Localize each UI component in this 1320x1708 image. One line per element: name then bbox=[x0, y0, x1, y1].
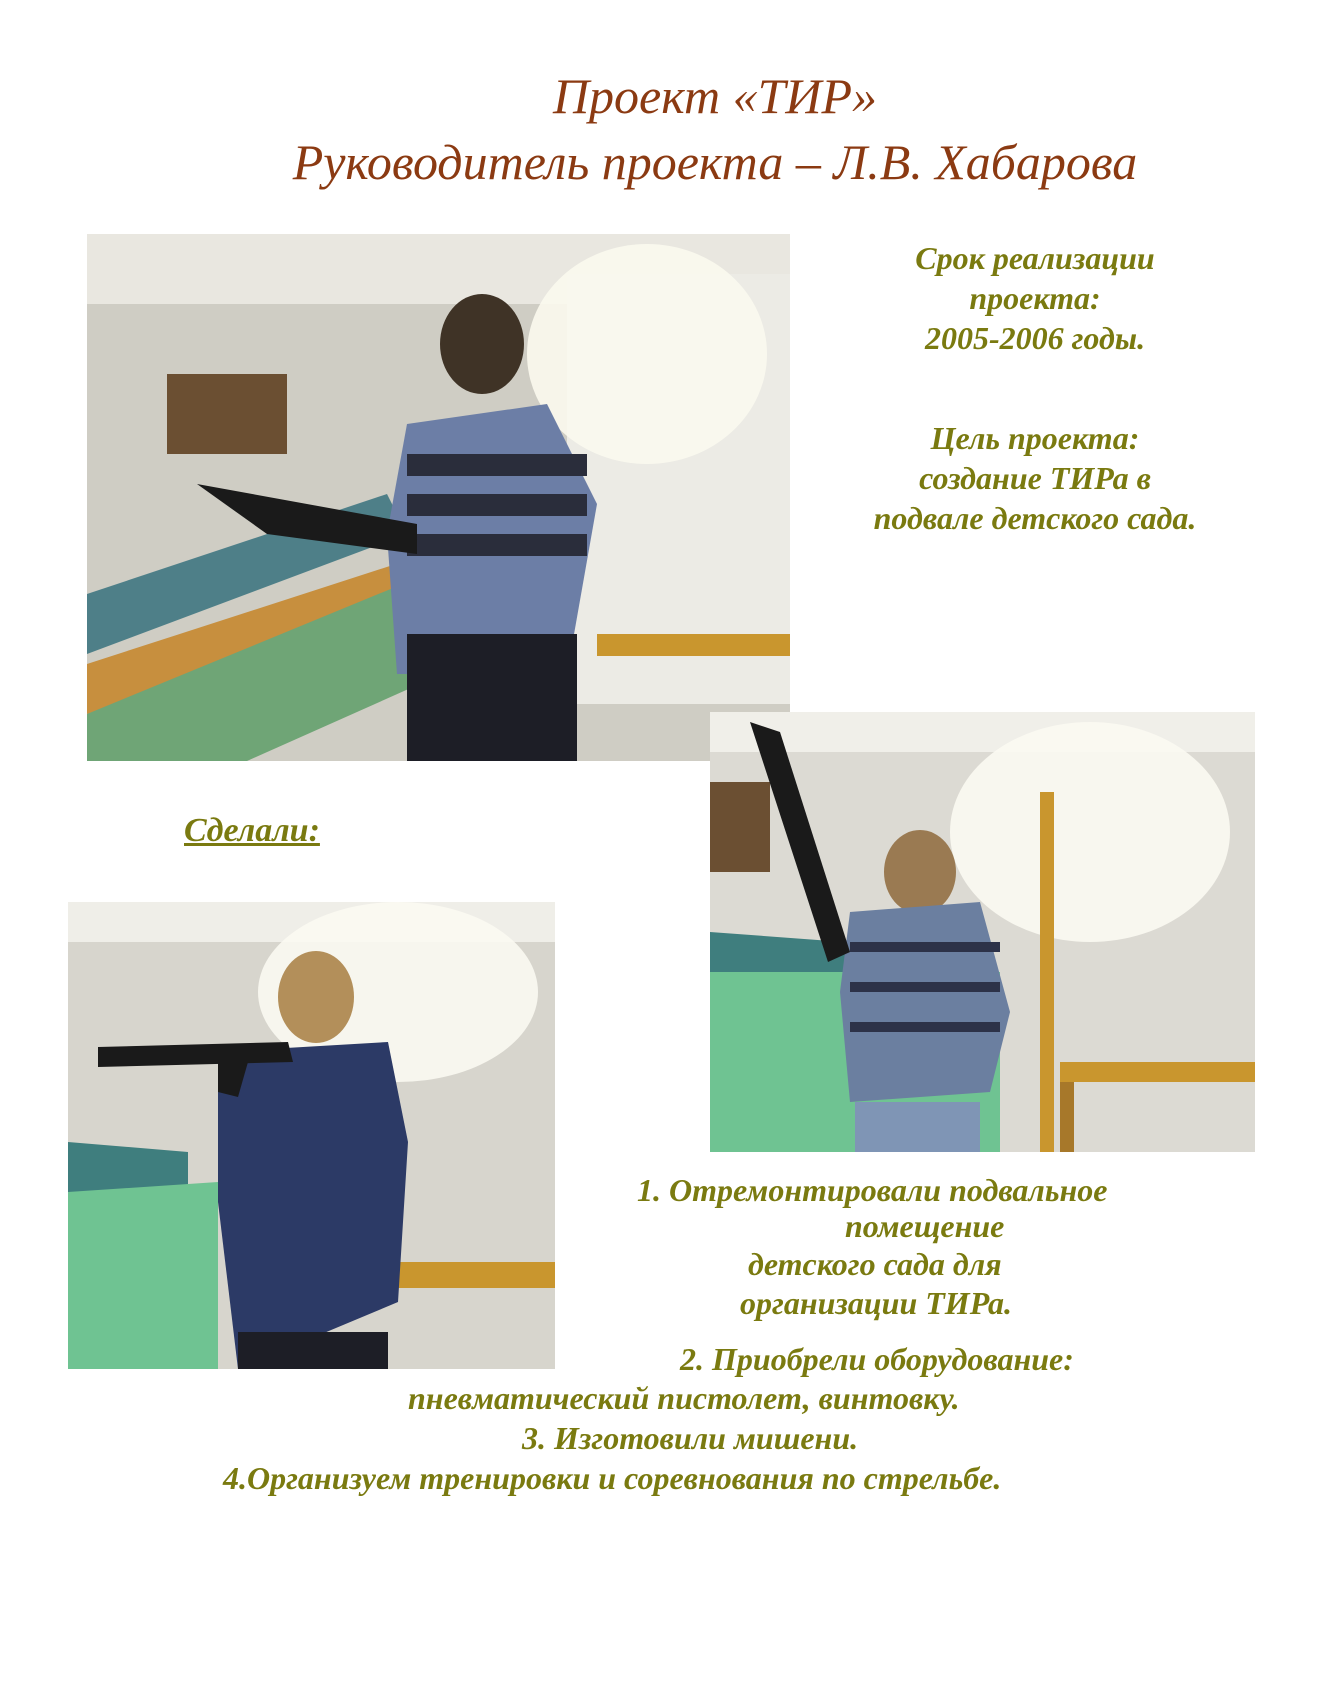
photo-shooting-range-3 bbox=[68, 902, 555, 1369]
done-item-3: 3. Изготовили мишени. bbox=[522, 1420, 859, 1456]
goal-value bbox=[800, 458, 1270, 538]
goal-value-line1: создание ТИРа в bbox=[919, 460, 1151, 496]
goal-value-line2: подвале детского сада. bbox=[873, 500, 1197, 536]
done-item-1: 1. Отремонтировали подвальное bbox=[637, 1172, 1108, 1208]
project-title: Проект «ТИР» bbox=[552, 68, 878, 124]
photo-shooting-range-2 bbox=[710, 712, 1255, 1152]
done-item-2-cont: пневматический пистолет, винтовку. bbox=[408, 1380, 960, 1416]
done-item-1-cont: детского сада для bbox=[748, 1246, 1002, 1282]
photo-shooting-range-1 bbox=[87, 234, 790, 761]
term-value: 2005-2006 годы. bbox=[924, 320, 1146, 356]
done-item-4: 4.Организуем тренировки и соревнования по стрельбе. bbox=[223, 1460, 1002, 1496]
goal-label: Цель проекта: bbox=[930, 420, 1140, 456]
done-item-1-cont: организации ТИРа. bbox=[740, 1285, 1013, 1321]
term-label-line1: Срок реализации bbox=[915, 240, 1155, 276]
term-label bbox=[800, 238, 1270, 318]
project-leader: Руководитель проекта – Л.В. Хабарова bbox=[292, 134, 1138, 190]
done-item-1-cont: помещение bbox=[845, 1208, 1005, 1244]
done-item-2: 2. Приобрели оборудование: bbox=[680, 1341, 1074, 1377]
term-label-line2: проекта: bbox=[969, 280, 1101, 316]
done-heading: Сделали: bbox=[184, 812, 320, 849]
